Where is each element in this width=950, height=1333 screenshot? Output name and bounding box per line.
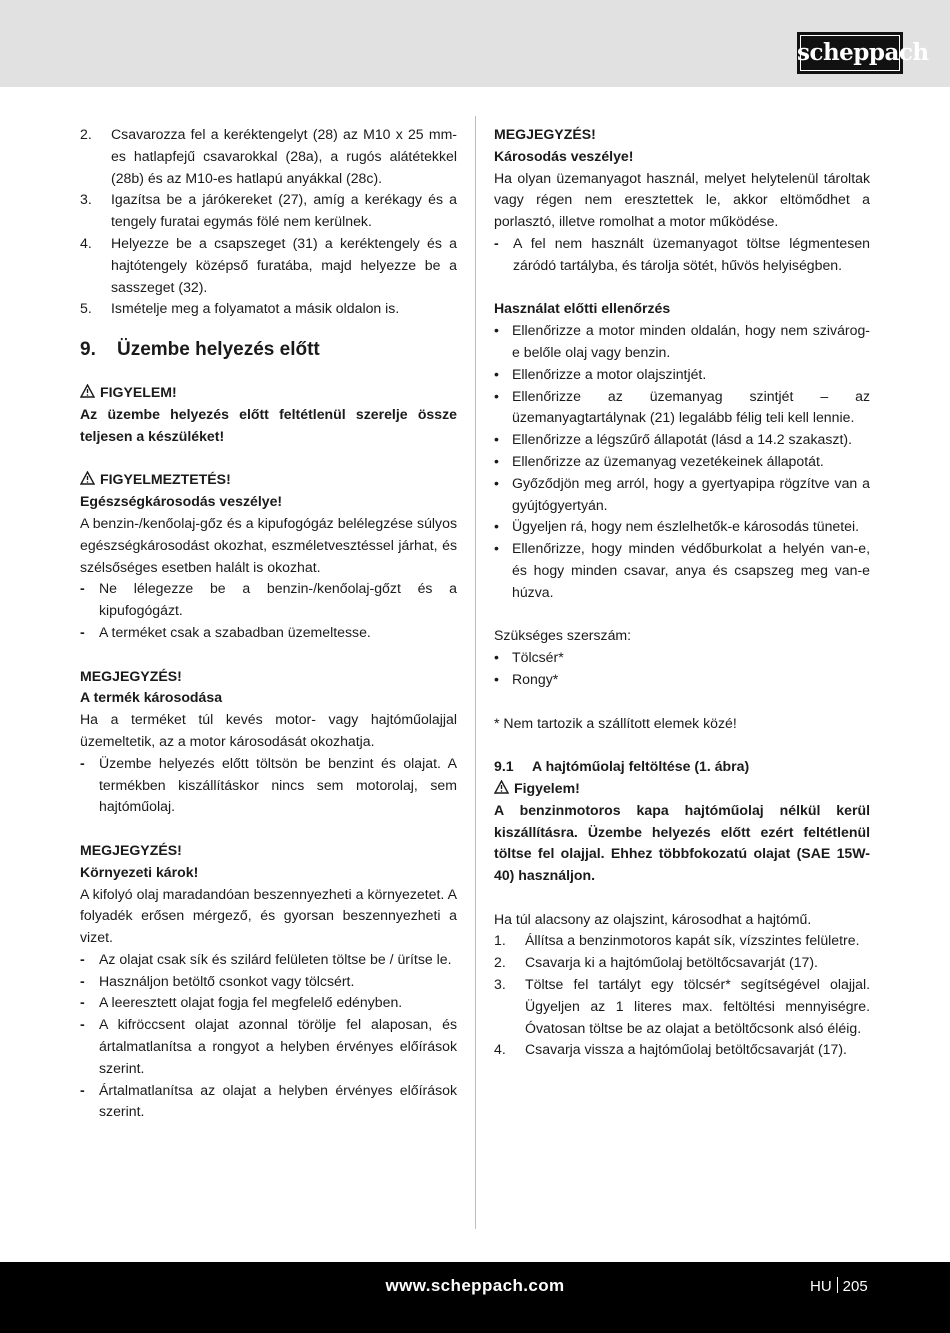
footer-bar (0, 1262, 950, 1333)
page-number (810, 1277, 868, 1295)
logo-text: scheppach (797, 39, 929, 66)
note-text: Ha olyan üzemanyagot használ, melyet helytelenül tároltak vagy régen nem eresztettek le, akkor eltömődhet a porlasztó, illetve romolhat a motor működése. (494, 169, 870, 230)
assembly-steps (80, 124, 457, 320)
left-column (80, 124, 457, 1123)
attention-text: Az üzembe helyezés előtt feltétlenül szerelje össze teljesen a készüléket! (80, 405, 457, 444)
list-item: - A fel nem használt üzemanyagot töltse légmentesen záródó tartályba, és tárolja sötét, hűvös helyiségben. (494, 234, 870, 273)
warning-label: FIGYELMEZTETÉS! (80, 469, 457, 491)
page-number-value: 205 (842, 1278, 868, 1295)
list-item: 2. Csavarozza fel a keréktengelyt (28) az M10 x 25 mm-es hatlapfejű csavarokkal (28a), a rugós alátétekkel (28b) és az M10-es hatlapú anyákkal (28c). (80, 126, 457, 186)
note-subtitle: A termék károsodása (80, 689, 223, 706)
list-item: • Ellenőrizze az üzemanyag vezetékeinek állapotát. (494, 452, 824, 469)
list-item: • Ellenőrizze az üzemanyag szintjét – az üzemanyagtartálynak (21) legalább félig teli kell lennie. (494, 387, 870, 426)
list-item: - A terméket csak a szabadban üzemeltesse. (80, 623, 371, 640)
list-item: - A kifröccsent olajat azonnal törölje fel alaposan, és ártalmatlanítsa a rongyot a helyben érvényes előírások szerint. (80, 1016, 457, 1076)
tools-title: Szükséges szerszám: (494, 627, 632, 644)
list-item: • Tölcsér* (494, 649, 564, 666)
attention-text: A benzinmotoros kapa hajtóműolaj nélkül kerül kiszállításra. Üzembe helyezés előtt ezért feltétlenül töltse fel olajjal. Ehhez többfokozatú olajat (SAE 15W-40) használjon. (494, 801, 870, 884)
note-label: MEGJEGYZÉS! (80, 667, 182, 684)
note-text: A kifolyó olaj maradandóan beszennyezheti a környezetet. A folyadék erősen mérgező, és gyorsan beszennyezheti a vizet. (80, 885, 457, 946)
list-item: - A leeresztett olajat fogja fel megfelelő edényben. (80, 994, 403, 1011)
list-item: - Üzembe helyezés előtt töltsön be benzint és olajat. A termékben kiszállításkor nincs sem motorolaj, sem hajtóműolaj. (80, 754, 457, 815)
list-item: 4. Csavarja vissza a hajtóműolaj betöltőcsavarját (17). (494, 1041, 847, 1058)
list-item: • Ellenőrizze a motor olajszintjét. (494, 365, 707, 382)
list-item: • Ellenőrizze a motor minden oldalán, hogy nem szivárog-e belőle olaj vagy benzin. (494, 322, 870, 360)
language-code: HU (810, 1278, 832, 1295)
intro-text: Ha túl alacsony az olajszint, károsodhat a hajtómű. (494, 910, 812, 927)
list-item: • Győződjön meg arról, hogy a gyertyapipa rögzítve van a gyújtógyertyán. (494, 474, 870, 513)
column-divider (475, 116, 476, 1229)
note-label: MEGJEGYZÉS! (494, 126, 596, 142)
note-subtitle: Környezeti károk! (80, 863, 199, 880)
list-item: 5. Ismételje meg a folyamatot a másik oldalon is. (80, 300, 400, 317)
scheppach-logo (797, 32, 929, 74)
list-item: - Az olajat csak sík és szilárd felületen töltse be / ürítse le. (80, 950, 452, 967)
list-item: - Ártalmatlanítsa az olajat a helyben érvényes előírások szerint. (80, 1081, 457, 1120)
list-item: - Használjon betöltő csonkot vagy tölcsért. (80, 972, 355, 989)
right-column (494, 124, 870, 1061)
section-heading: 9. Üzembe helyezés előtt (80, 339, 320, 361)
list-item: 1. Állítsa a benzinmotoros kapát sík, vízszintes felületre. (494, 932, 860, 949)
list-item: 2. Csavarja ki a hajtóműolaj betöltőcsavarját (17). (494, 954, 818, 971)
footnote: * Nem tartozik a szállított elemek közé! (494, 714, 737, 731)
warning-subtitle: Egészségkárosodás veszélye! (80, 493, 283, 510)
list-item: 4. Helyezze be a csapszeget (31) a keréktengely és a hajtótengely középső furatába, majd helyezze be a sasszeget (32). (80, 234, 457, 295)
list-item: 3. Töltse fel tartályt egy tölcsér* segítségével olajjal. Ügyeljen az 1 literes max. feltöltési mennyiségre. Óvatosan töltse be az olajat a betöltőcsonk alsó éléig. (494, 976, 870, 1036)
list-item: • Ellenőrizze, hogy minden védőburkolat a helyén van-e, és hogy minden csavar, anya és csapszeg meg van-e húzva. (494, 540, 870, 600)
website-link[interactable]: www.scheppach.com (385, 1276, 565, 1295)
warning-triangle-icon (80, 471, 95, 485)
list-item: • Rongy* (494, 670, 559, 687)
list-item: - Ne lélegezze be a benzin-/kenőolaj-gőzt és a kipufogógázt. (80, 580, 457, 619)
attention-label: FIGYELEM! (80, 382, 457, 404)
list-item: • Ellenőrizze a légszűrő állapotát (lásd a 14.2 szakaszt). (494, 431, 852, 448)
warning-triangle-icon (80, 384, 95, 398)
list-item: • Ügyeljen rá, hogy nem észlelhetők-e károsodás tünetei. (494, 518, 860, 535)
subsection-heading: 9.1 A hajtóműolaj feltöltése (1. ábra) (494, 758, 750, 775)
warning-triangle-icon (494, 780, 509, 794)
note-label: MEGJEGYZÉS! (80, 841, 182, 858)
precheck-title: Használat előtti ellenőrzés (494, 300, 671, 317)
note-subtitle: Károsodás veszélye! (494, 147, 634, 164)
list-item: 3. Igazítsa be a járókereket (27), amíg a kerékagy és a tengely furatai egymás fölé nem kerülnek. (80, 191, 457, 230)
note-text: Ha a terméket túl kevés motor- vagy hajtóműolajjal üzemeltetik, az a motor károsodását okozhatja. (80, 711, 457, 749)
attention-label: Figyelem! (494, 778, 870, 800)
warning-text: A benzin-/kenőolaj-gőz és a kipufogógáz belélegzése súlyos egészségkárosodást okozhat, eszméletvesztéssel járhat, és szélsőséges esetben halált is okozhat. (80, 514, 457, 575)
